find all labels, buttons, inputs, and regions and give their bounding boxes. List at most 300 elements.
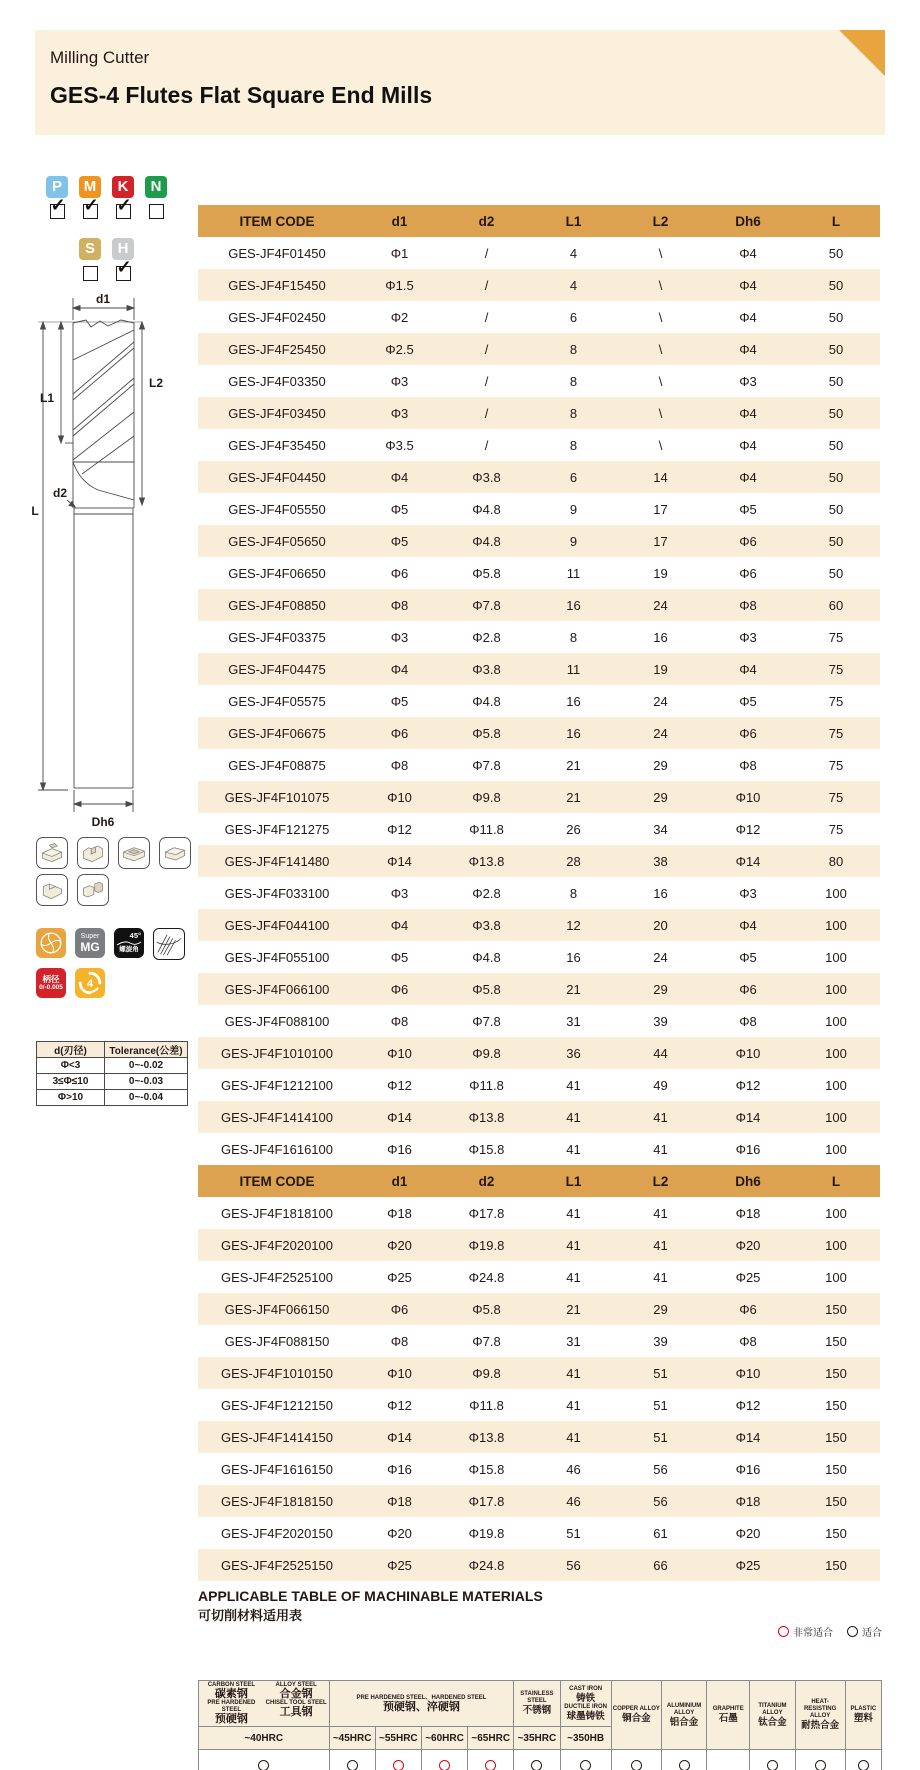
- table-cell: Φ7.8: [443, 589, 530, 621]
- rating-ring-icon: [393, 1760, 404, 1770]
- table-cell: Φ5.8: [443, 973, 530, 1005]
- table-cell: 75: [828, 693, 844, 709]
- category-label: Milling Cutter: [50, 48, 150, 67]
- table-cell: GES-JF4F15450: [198, 269, 356, 301]
- table-cell: Φ4: [704, 653, 792, 685]
- table-cell: Φ5.8: [443, 717, 530, 749]
- table-cell: Φ2.5: [356, 333, 443, 365]
- iso-badge-n: N: [145, 176, 167, 198]
- table-cell: Φ4: [739, 245, 757, 261]
- table-cell: 41: [617, 1101, 704, 1133]
- table-cell: Φ17.8: [443, 1485, 530, 1517]
- table-cell: Φ6: [704, 1293, 792, 1325]
- table-cell: Φ11.8: [469, 1397, 504, 1413]
- table-cell: 41: [653, 1269, 668, 1285]
- table-cell: Φ4.8: [443, 525, 530, 557]
- table-cell: GES-JF4F01450: [228, 245, 326, 261]
- table-cell: 150: [825, 1461, 847, 1477]
- tolerance-header-value: Tolerance(公差): [105, 1042, 188, 1058]
- table-cell: 66: [617, 1549, 704, 1581]
- material-graphite: GRAPHITE 石墨: [707, 1681, 750, 1750]
- table-cell: GES-JF4F2020150: [220, 1525, 333, 1541]
- table-cell: GES-JF4F04475: [198, 653, 356, 685]
- table-cell: Φ5: [739, 501, 757, 517]
- table-cell: GES-JF4F25450: [198, 333, 356, 365]
- machinable-materials-section: [198, 1588, 882, 1770]
- table-cell: Φ2: [390, 309, 409, 325]
- table-cell: 41: [530, 1421, 617, 1453]
- table-row: [198, 333, 880, 365]
- iso-checkbox-n[interactable]: [149, 204, 164, 219]
- table-cell: 75: [828, 757, 844, 773]
- table-cell: \: [617, 333, 704, 365]
- rating-ring-icon: [531, 1760, 542, 1770]
- table-cell: 51: [617, 1421, 704, 1453]
- table-row: [198, 1005, 880, 1037]
- table-cell: 26: [566, 821, 581, 837]
- helix-angle-label: 螺旋角: [119, 946, 139, 953]
- table-cell: 12: [530, 909, 617, 941]
- table-cell: 14: [617, 461, 704, 493]
- table-cell: 41: [530, 1101, 617, 1133]
- table-cell: 24: [617, 717, 704, 749]
- hardness-65hrc: ~65HRC: [468, 1727, 514, 1750]
- table-cell: Φ14: [704, 1421, 792, 1453]
- helix-flute-pattern-icon: [153, 928, 185, 960]
- iso-checkbox-s[interactable]: [83, 266, 98, 281]
- hardness-45hrc: ~45HRC: [329, 1727, 375, 1750]
- table-cell: Φ7.8: [472, 757, 501, 773]
- table-row: [37, 1074, 188, 1090]
- table-row: [198, 1229, 880, 1261]
- table-cell: /: [443, 333, 530, 365]
- table-cell: 16: [653, 885, 668, 901]
- table-cell: 24: [653, 693, 668, 709]
- table-row: [198, 1325, 880, 1357]
- tolerance-header-d: d(刃径): [37, 1042, 105, 1058]
- col-d2: d2: [443, 1165, 530, 1197]
- table-cell: \: [658, 309, 663, 325]
- table-cell: Φ12: [735, 1397, 761, 1413]
- table-cell: 0~-0.04: [105, 1090, 188, 1106]
- table-cell: /: [484, 437, 489, 453]
- table-cell: 21: [530, 973, 617, 1005]
- table-cell: 16: [566, 949, 581, 965]
- table-cell: Φ12: [735, 1077, 761, 1093]
- rating-ring-icon: [347, 1760, 358, 1770]
- table-row: [198, 525, 880, 557]
- iso-col-s: [79, 238, 101, 281]
- iso-badge-row-1: [46, 176, 167, 219]
- table-cell: Φ4: [356, 909, 443, 941]
- side-milling-icon: [159, 837, 191, 869]
- rating-ring-icon: [439, 1760, 450, 1770]
- table-cell: GES-JF4F066150: [198, 1293, 356, 1325]
- table-cell: Φ3.8: [443, 461, 530, 493]
- table-cell: 150: [825, 1397, 847, 1413]
- table-row: [198, 365, 880, 397]
- table-cell: Φ4.8: [472, 693, 501, 709]
- table-cell: Φ10: [356, 1357, 443, 1389]
- operation-icons-row-2: [36, 874, 109, 906]
- flute-count-value: 4: [86, 978, 94, 991]
- table-cell: Φ14: [356, 845, 443, 877]
- table-cell: 6: [530, 461, 617, 493]
- super-mg-line1: Super: [80, 932, 100, 940]
- table-cell: Φ9.8: [443, 1037, 530, 1069]
- table-cell: 16: [566, 693, 581, 709]
- table-cell: Φ3.8: [443, 653, 530, 685]
- table-cell: Φ20: [356, 1229, 443, 1261]
- rating-cell: [514, 1750, 560, 1770]
- table-cell: 100: [792, 909, 880, 941]
- table-cell: 8: [569, 437, 578, 453]
- table-cell: Φ3: [739, 885, 757, 901]
- table-cell: Φ5: [390, 693, 409, 709]
- rating-cell: [611, 1750, 661, 1770]
- table-cell: GES-JF4F1414150: [198, 1421, 356, 1453]
- rating-ring-icon: [815, 1760, 826, 1770]
- table-cell: Φ5: [390, 501, 409, 517]
- page-title: GES-4 Flutes Flat Square End Mills: [50, 82, 433, 108]
- table-cell: 8: [530, 397, 617, 429]
- materials-title-cn: 可切削材料适用表: [198, 1608, 303, 1623]
- rating-ring-icon: [258, 1760, 269, 1770]
- table-cell: GES-JF4F35450: [228, 437, 326, 453]
- table-cell: Φ14: [704, 845, 792, 877]
- table-cell: Φ20: [704, 1229, 792, 1261]
- table-row: [198, 909, 880, 941]
- table-cell: GES-JF4F05575: [228, 693, 326, 709]
- table-cell: Φ8: [390, 757, 409, 773]
- iso-checkbox-p[interactable]: [50, 204, 65, 219]
- table-row: [198, 1133, 880, 1165]
- table-row: [198, 557, 880, 589]
- table-cell: 34: [653, 821, 668, 837]
- iso-checkbox-m[interactable]: [83, 204, 98, 219]
- table-cell: 46: [530, 1485, 617, 1517]
- table-cell: Φ7.8: [472, 1333, 501, 1349]
- table-cell: GES-JF4F03350: [228, 373, 326, 389]
- table-cell: 150: [792, 1485, 880, 1517]
- table-cell: Φ12: [387, 821, 412, 837]
- table-cell: GES-JF4F06650: [228, 565, 326, 581]
- table-cell: GES-JF4F088100: [224, 1013, 330, 1029]
- table-cell: 8: [569, 629, 578, 645]
- table-cell: Φ14: [356, 1101, 443, 1133]
- materials-rating-row: [199, 1750, 882, 1770]
- table-cell: Φ20: [735, 1525, 761, 1541]
- table-cell: Φ15.8: [468, 1141, 505, 1157]
- table-cell: Φ4: [356, 461, 443, 493]
- table-row: [198, 301, 880, 333]
- table-cell: 9: [569, 501, 578, 517]
- table-cell: Φ8: [739, 757, 757, 773]
- feature-badges-row-1: [36, 928, 185, 960]
- materials-table: [198, 1680, 882, 1770]
- hardness-350hb: ~350HB: [560, 1727, 611, 1750]
- table-cell: \: [658, 245, 663, 261]
- table-cell: 80: [792, 845, 880, 877]
- table-cell: GES-JF4F1212150: [220, 1397, 333, 1413]
- table-cell: 51: [653, 1397, 668, 1413]
- table-cell: GES-JF4F1818100: [220, 1205, 333, 1221]
- table-cell: 50: [792, 333, 880, 365]
- table-cell: 19: [653, 565, 668, 581]
- table-cell: 50: [792, 397, 880, 429]
- table-cell: Φ2.8: [472, 885, 501, 901]
- table1-header-row: [198, 205, 880, 237]
- materials-title-en: APPLICABLE TABLE OF MACHINABLE MATERIALS: [198, 1588, 543, 1604]
- table-cell: 100: [792, 973, 880, 1005]
- rating-cell: [468, 1750, 514, 1770]
- table-cell: 150: [825, 1333, 847, 1349]
- hardness-55hrc: ~55HRC: [375, 1727, 421, 1750]
- table-cell: 50: [792, 525, 880, 557]
- material-aluminium-alloy: ALUMINIUM ALLOY 铝合金: [661, 1681, 706, 1750]
- operation-icons-row-1: [36, 837, 191, 869]
- table-cell: 16: [530, 717, 617, 749]
- table-cell: Φ25: [704, 1549, 792, 1581]
- table-cell: 150: [792, 1293, 880, 1325]
- table-cell: Φ10: [704, 781, 792, 813]
- table-cell: Φ11.8: [469, 1077, 504, 1093]
- super-mg-line2: MG: [80, 939, 100, 954]
- legend-best-label: 非常适合: [793, 1628, 833, 1639]
- table-cell: Φ16: [735, 1461, 761, 1477]
- iso-col-m: [79, 176, 101, 219]
- table-cell: 75: [792, 653, 880, 685]
- best-fit-ring-icon: [778, 1626, 789, 1637]
- dim-label-l: L: [31, 504, 39, 518]
- iso-badge-m: M: [79, 176, 101, 198]
- table-cell: GES-JF4F05550: [228, 501, 326, 517]
- table-cell: Φ3.5: [385, 437, 414, 453]
- iso-checkbox-h[interactable]: [116, 266, 131, 281]
- table-cell: Φ18: [387, 1205, 412, 1221]
- table-row: [198, 1293, 880, 1325]
- rating-cell: [199, 1750, 330, 1770]
- iso-checkbox-k[interactable]: [116, 204, 131, 219]
- table-cell: 17: [617, 525, 704, 557]
- dimension-table-1: [198, 205, 880, 1165]
- rating-cell: [707, 1750, 750, 1770]
- table-cell: 31: [566, 1333, 581, 1349]
- table-cell: 8: [569, 373, 578, 389]
- table-cell: Φ6: [704, 525, 792, 557]
- table-cell: Φ3: [356, 397, 443, 429]
- table-row: [198, 717, 880, 749]
- table-row: [198, 1261, 880, 1293]
- table-row: [198, 1453, 880, 1485]
- header-banner: [35, 30, 885, 135]
- table-cell: Φ8: [356, 589, 443, 621]
- legend-suitable-label: 适合: [862, 1628, 882, 1639]
- table-cell: 41: [566, 1077, 581, 1093]
- table-row: [198, 1421, 880, 1453]
- table-cell: 50: [828, 309, 844, 325]
- table-row: [198, 1101, 880, 1133]
- table-cell: Φ4: [739, 309, 757, 325]
- helix-angle-value: 45°: [129, 931, 141, 940]
- table-cell: Φ3: [739, 373, 757, 389]
- table-row: [198, 1357, 880, 1389]
- table-cell: GES-JF4F1414100: [198, 1101, 356, 1133]
- table-cell: Φ14: [356, 1421, 443, 1453]
- material-prehardened-hardened-steel: PRE HARDENED STEEL、HARDENED STEEL 预硬钢、淬硬钢: [329, 1681, 514, 1727]
- col-item-code: ITEM CODE: [198, 205, 356, 237]
- table-cell: 50: [792, 269, 880, 301]
- dim-label-dh6: Dh6: [91, 815, 115, 829]
- table-cell: 61: [653, 1525, 668, 1541]
- table-cell: 100: [825, 1205, 847, 1221]
- material-cast-iron: CAST IRON 铸铁 DUCTILE IRON 球墨铸铁: [560, 1681, 611, 1727]
- table-cell: /: [443, 397, 530, 429]
- table-cell: Φ20: [387, 1525, 412, 1541]
- col-l2: L2: [617, 205, 704, 237]
- iso-col-k: [112, 176, 134, 219]
- table-cell: Φ4: [704, 269, 792, 301]
- table2-header-row: [198, 1165, 880, 1197]
- material-carbon-alloy-steel: CARBON STEEL 碳素钢 PRE HARDENED STEEL 预硬钢 ALLOY STEEL 合金钢 CHISEL TOOL STEEL 工具钢: [199, 1681, 330, 1727]
- table-cell: Φ5: [356, 525, 443, 557]
- table-row: [198, 621, 880, 653]
- table-cell: 8: [569, 885, 578, 901]
- table-cell: 39: [653, 1013, 668, 1029]
- iso-badge-k: K: [112, 176, 134, 198]
- table-row: [198, 589, 880, 621]
- table-cell: 51: [566, 1525, 581, 1541]
- table-cell: Φ10: [704, 1357, 792, 1389]
- table-cell: Φ13.8: [443, 845, 530, 877]
- tolerance-table: [36, 1041, 188, 1106]
- rating-cell: [560, 1750, 611, 1770]
- table-cell: /: [484, 245, 489, 261]
- hardness-40hrc: ~40HRC: [199, 1727, 330, 1750]
- table-cell: GES-JF4F121275: [224, 821, 330, 837]
- table-cell: Φ6: [739, 565, 757, 581]
- table-row: [198, 1037, 880, 1069]
- shank-tolerance-value: 0/-0.005: [39, 984, 63, 991]
- table-cell: GES-JF4F05650: [198, 525, 356, 557]
- table-cell: GES-JF4F2525150: [198, 1549, 356, 1581]
- table-cell: Φ6: [356, 973, 443, 1005]
- table-cell: Φ9.8: [443, 781, 530, 813]
- rating-cell: [661, 1750, 706, 1770]
- table-cell: 75: [792, 781, 880, 813]
- super-mg-badge: [75, 928, 105, 958]
- table-cell: 60: [792, 589, 880, 621]
- shank-label: 柄径: [42, 974, 60, 984]
- end-mill-cross-section-icon: [36, 928, 66, 958]
- table-cell: GES-JF4F1616100: [220, 1141, 333, 1157]
- table-cell: Φ10: [356, 781, 443, 813]
- shank-tolerance-badge: [36, 968, 66, 998]
- col-l: L: [792, 205, 880, 237]
- table-row: [37, 1058, 188, 1074]
- table-cell: GES-JF4F2020100: [198, 1229, 356, 1261]
- slot-milling-icon: [77, 837, 109, 869]
- table-cell: Φ6: [704, 717, 792, 749]
- table-cell: 29: [617, 1293, 704, 1325]
- helix-angle-badge: [114, 928, 144, 958]
- table-cell: Φ4: [704, 461, 792, 493]
- table-cell: 41: [617, 1229, 704, 1261]
- table-cell: Φ4: [704, 333, 792, 365]
- table-cell: Φ<3: [37, 1058, 105, 1074]
- table-cell: 100: [825, 1013, 847, 1029]
- table-cell: GES-JF4F02450: [228, 309, 326, 325]
- table-cell: Φ18: [735, 1205, 761, 1221]
- table-cell: 0~-0.03: [105, 1074, 188, 1090]
- table-row: [198, 1197, 880, 1229]
- table-cell: Φ12: [735, 821, 761, 837]
- table-cell: 51: [617, 1357, 704, 1389]
- table-cell: Φ15.8: [468, 1461, 505, 1477]
- table-row: [198, 1517, 880, 1549]
- col-d2: d2: [443, 205, 530, 237]
- slotting-block-icon: [77, 874, 109, 906]
- col-d1: d1: [356, 1165, 443, 1197]
- table-row: [198, 845, 880, 877]
- table-cell: Φ>10: [37, 1090, 105, 1106]
- table-cell: 16: [653, 629, 668, 645]
- table-row: [198, 941, 880, 973]
- table-cell: 41: [653, 1205, 668, 1221]
- table-cell: 24: [653, 949, 668, 965]
- table-cell: 19: [617, 653, 704, 685]
- table-cell: Φ18: [704, 1485, 792, 1517]
- dimension-table-2: [198, 1165, 880, 1581]
- table-cell: 0~-0.02: [105, 1058, 188, 1074]
- table-cell: GES-JF4F141480: [198, 845, 356, 877]
- table-cell: 41: [566, 1141, 581, 1157]
- table-cell: 6: [569, 309, 578, 325]
- corner-ribbon-icon: [839, 30, 885, 76]
- dim-label-l1: L1: [39, 391, 55, 405]
- table-row: [198, 1485, 880, 1517]
- table-row: [198, 461, 880, 493]
- iso-badge-p: P: [46, 176, 68, 198]
- table-cell: 9: [530, 525, 617, 557]
- rating-cell: [750, 1750, 795, 1770]
- table-row: [198, 653, 880, 685]
- table-cell: 100: [792, 1229, 880, 1261]
- table-row: [198, 397, 880, 429]
- table-row: [198, 237, 880, 269]
- table-cell: 41: [566, 1205, 581, 1221]
- table-cell: 100: [825, 949, 847, 965]
- table-row: [198, 1069, 880, 1101]
- table-cell: Φ4: [356, 653, 443, 685]
- materials-legend: [778, 1624, 882, 1639]
- table-cell: 75: [792, 717, 880, 749]
- table-cell: Φ3.8: [443, 909, 530, 941]
- materials-header-row: [199, 1681, 882, 1727]
- table-cell: Φ5: [739, 693, 757, 709]
- table-cell: Φ5: [739, 949, 757, 965]
- table-cell: Φ16: [387, 1461, 412, 1477]
- table-cell: Φ7.8: [472, 1013, 501, 1029]
- rating-cell: [375, 1750, 421, 1770]
- table-cell: GES-JF4F2525100: [220, 1269, 333, 1285]
- table-row: [198, 269, 880, 301]
- end-mill-dimension-drawing: [30, 290, 185, 835]
- table-cell: 50: [828, 437, 844, 453]
- table-cell: Φ8: [739, 1333, 757, 1349]
- table-cell: Φ5.8: [443, 1293, 530, 1325]
- table-cell: Φ8: [390, 1013, 409, 1029]
